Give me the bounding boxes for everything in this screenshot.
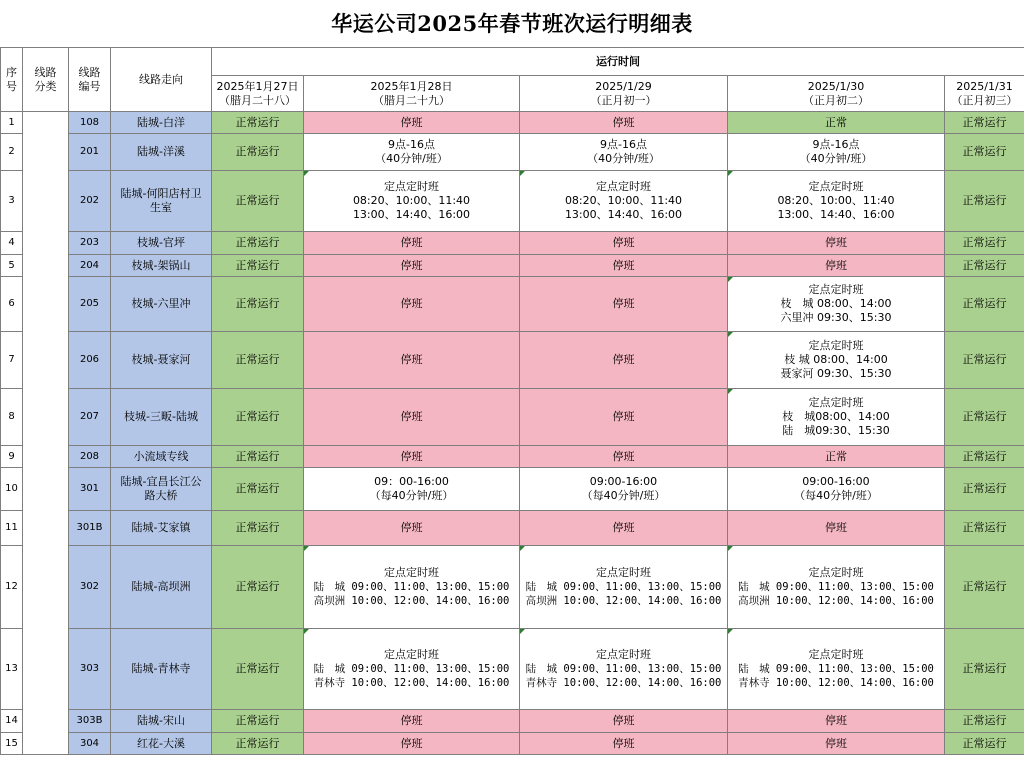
- line-number-cell: 301B: [69, 511, 111, 546]
- schedule-cell-day-2: [304, 332, 520, 389]
- schedule-text: 停班: [400, 236, 423, 249]
- schedule-text: 停班: [825, 236, 847, 249]
- schedule-title: 定点定时班: [383, 566, 439, 579]
- schedule-text: 正常运行: [962, 194, 1007, 207]
- table-row: [1, 468, 1024, 511]
- schedule-title: 定点定时班: [595, 648, 651, 661]
- schedule-cell-day-3: [520, 710, 728, 733]
- seq-cell: 11: [1, 511, 23, 546]
- seq-cell: 7: [1, 332, 23, 389]
- schedule-text: 正常运行: [962, 145, 1007, 158]
- schedule-text: 正常: [825, 115, 847, 129]
- date-label: 2025/1/29: [595, 79, 652, 93]
- line-number-cell: 302: [69, 546, 111, 629]
- line-number-cell: 202: [69, 171, 111, 232]
- schedule-table: [0, 47, 1024, 755]
- schedule-text: 正常运行: [962, 258, 1007, 272]
- table-row: [1, 629, 1024, 710]
- seq-cell: 10: [1, 468, 23, 511]
- header-date-5: [945, 76, 1024, 112]
- schedule-cell-day-4: [728, 134, 945, 171]
- seq-cell: 5: [1, 255, 23, 277]
- route-cell: 陆城-艾家镇: [111, 511, 212, 546]
- schedule-cell-day-1: [212, 134, 304, 171]
- schedule-text: 正常运行: [235, 736, 280, 750]
- table-row: [1, 332, 1024, 389]
- schedule-cell-day-1: [212, 511, 304, 546]
- schedule-text: 正常运行: [235, 482, 280, 495]
- category-cell: [23, 112, 69, 755]
- schedule-text: 9点-16点 （40分钟/班）: [587, 138, 660, 165]
- table-row: [1, 134, 1024, 171]
- route-cell: 红花-大溪: [111, 733, 212, 755]
- schedule-cell-day-1: [212, 171, 304, 232]
- schedule-cell-day-1: [212, 546, 304, 629]
- seq-cell: 9: [1, 446, 23, 468]
- line-number-cell: 204: [69, 255, 111, 277]
- route-cell: 陆城-宜昌长江公 路大桥: [111, 468, 212, 511]
- schedule-text: 正常运行: [235, 115, 280, 129]
- schedule-cell-day-4: [728, 255, 945, 277]
- seq-cell: 6: [1, 277, 23, 332]
- schedule-text: 正常运行: [962, 714, 1007, 727]
- schedule-cell-day-1: [212, 629, 304, 710]
- schedule-text: [738, 566, 934, 608]
- schedule-cell-day-5: [945, 332, 1024, 389]
- schedule-text: 定点定时班 枝 城 08:00、14:00 聂家河 09:30、15:30: [780, 339, 892, 380]
- schedule-cell-day-3: [520, 112, 728, 134]
- table-row: [1, 255, 1024, 277]
- schedule-text: 09：00-16:00 （每40分钟/班）: [369, 475, 454, 502]
- schedule-text: 正常运行: [235, 580, 280, 593]
- schedule-text: 停班: [612, 449, 635, 463]
- header-line-no: 线路 编号: [69, 48, 111, 112]
- schedule-text: 定点定时班 枝 城 08:00、14:00 六里冲 09:30、15:30: [780, 283, 892, 324]
- route-cell: 小流域专线: [111, 446, 212, 468]
- table-row: [1, 446, 1024, 468]
- schedule-cell-day-2: [304, 171, 520, 232]
- schedule-cell-day-1: [212, 468, 304, 511]
- seq-cell: 2: [1, 134, 23, 171]
- schedule-cell-day-3: [520, 446, 728, 468]
- schedule-text: 停班: [400, 410, 423, 423]
- schedule-cell-day-4: [728, 511, 945, 546]
- schedule-cell-day-1: [212, 733, 304, 755]
- lunar-label: （腊月二十八）: [219, 93, 296, 107]
- schedule-text: 正常运行: [235, 662, 280, 675]
- schedule-text: 定点定时班 枝 城08:00、14:00 陆 城09:30、15:30: [782, 396, 890, 437]
- lunar-label: （正月初三）: [951, 93, 1018, 107]
- schedule-text: 正常: [825, 449, 847, 463]
- schedule-cell-day-5: [945, 255, 1024, 277]
- schedule-cell-day-2: [304, 446, 520, 468]
- schedule-line: 青林寺 10:00、12:00、14:00、16:00: [313, 677, 510, 689]
- schedule-text: 停班: [612, 236, 635, 249]
- schedule-cell-day-5: [945, 468, 1024, 511]
- schedule-text: 停班: [612, 115, 635, 129]
- schedule-text: 正常运行: [235, 714, 280, 727]
- schedule-cell-day-3: [520, 389, 728, 446]
- schedule-text: [526, 566, 722, 608]
- schedule-text: 09:00-16:00 （每40分钟/班）: [581, 475, 666, 502]
- schedule-text: 正常运行: [962, 580, 1007, 593]
- schedule-cell-day-4: [728, 171, 945, 232]
- schedule-title: 定点定时班: [808, 566, 864, 579]
- schedule-text: 正常运行: [962, 449, 1007, 463]
- table-row: [1, 112, 1024, 134]
- schedule-cell-day-2: [304, 710, 520, 733]
- schedule-text: 正常运行: [235, 145, 280, 158]
- schedule-cell-day-5: [945, 629, 1024, 710]
- schedule-cell-day-5: [945, 733, 1024, 755]
- date-label: 2025年1月28日: [370, 79, 453, 93]
- schedule-text: 09:00-16:00 （每40分钟/班）: [794, 475, 878, 502]
- schedule-cell-day-2: [304, 546, 520, 629]
- seq-cell: 12: [1, 546, 23, 629]
- schedule-cell-day-2: [304, 511, 520, 546]
- schedule-text: 9点-16点 （40分钟/班）: [799, 138, 873, 165]
- schedule-text: 停班: [825, 736, 847, 750]
- seq-cell: 15: [1, 733, 23, 755]
- route-cell: 枝城-官坪: [111, 232, 212, 255]
- schedule-text: 正常运行: [962, 297, 1007, 310]
- schedule-text: 正常运行: [962, 736, 1007, 750]
- schedule-cell-day-4: [728, 332, 945, 389]
- table-row: [1, 171, 1024, 232]
- seq-cell: 14: [1, 710, 23, 733]
- schedule-text: 停班: [825, 714, 847, 727]
- schedule-cell-day-4: [728, 446, 945, 468]
- schedule-text: 停班: [825, 258, 847, 272]
- line-number-cell: 203: [69, 232, 111, 255]
- schedule-title: 定点定时班: [808, 648, 864, 661]
- schedule-cell-day-2: [304, 255, 520, 277]
- schedule-title: 定点定时班: [383, 648, 439, 661]
- header-date-3: [520, 76, 728, 112]
- header-route: 线路走向: [111, 48, 212, 112]
- schedule-cell-day-5: [945, 710, 1024, 733]
- schedule-text: 停班: [400, 714, 423, 727]
- schedule-cell-day-3: [520, 546, 728, 629]
- line-number-cell: 303: [69, 629, 111, 710]
- schedule-cell-day-2: [304, 733, 520, 755]
- schedule-cell-day-4: [728, 277, 945, 332]
- seq-cell: 4: [1, 232, 23, 255]
- route-cell: 枝城-架锅山: [111, 255, 212, 277]
- line-number-cell: 304: [69, 733, 111, 755]
- lunar-label: （正月初二）: [803, 93, 869, 107]
- schedule-text: 正常运行: [962, 115, 1007, 129]
- line-number-cell: 208: [69, 446, 111, 468]
- schedule-text: 正常运行: [235, 194, 280, 207]
- route-cell: 陆城-白洋: [111, 112, 212, 134]
- schedule-text: 定点定时班 08:20、10:00、11:40 13:00、14:40、16:00: [352, 180, 471, 221]
- line-number-cell: 205: [69, 277, 111, 332]
- schedule-text: 停班: [612, 714, 635, 727]
- table-row: [1, 546, 1024, 629]
- schedule-line: 陆 城 09:00、11:00、13:00、15:00: [525, 663, 722, 675]
- line-number-cell: 201: [69, 134, 111, 171]
- date-label: 2025/1/30: [807, 79, 865, 93]
- schedule-text: 正常运行: [962, 521, 1007, 534]
- table-row: [1, 232, 1024, 255]
- schedule-line: 高坝洲 10:00、12:00、14:00、16:00: [738, 595, 934, 607]
- route-cell: 陆城-洋溪: [111, 134, 212, 171]
- route-cell: 陆城-高坝洲: [111, 546, 212, 629]
- schedule-cell-day-3: [520, 468, 728, 511]
- schedule-cell-day-1: [212, 255, 304, 277]
- schedule-cell-day-5: [945, 134, 1024, 171]
- schedule-cell-day-4: [728, 389, 945, 446]
- schedule-cell-day-4: [728, 232, 945, 255]
- schedule-cell-day-1: [212, 332, 304, 389]
- date-label: 2025/1/31: [956, 79, 1013, 93]
- date-label: 2025年1月27日: [216, 79, 299, 93]
- schedule-cell-day-4: [728, 546, 945, 629]
- route-cell: 陆城-何阳店村卫 生室: [111, 171, 212, 232]
- schedule-cell-day-5: [945, 389, 1024, 446]
- schedule-text: 停班: [400, 297, 423, 310]
- schedule-cell-day-3: [520, 171, 728, 232]
- schedule-text: 停班: [400, 521, 423, 534]
- schedule-cell-day-2: [304, 112, 520, 134]
- schedule-text: 正常运行: [235, 449, 280, 463]
- schedule-text: 停班: [612, 258, 635, 272]
- header-date-1: [212, 76, 304, 112]
- header-date-4: [728, 76, 945, 112]
- schedule-text: 正常运行: [235, 258, 280, 272]
- schedule-cell-day-5: [945, 171, 1024, 232]
- schedule-text: 停班: [612, 353, 635, 366]
- schedule-cell-day-5: [945, 112, 1024, 134]
- schedule-text: 停班: [400, 353, 423, 366]
- route-cell: 陆城-宋山: [111, 710, 212, 733]
- route-cell: 枝城-聂家河: [111, 332, 212, 389]
- line-number-cell: 207: [69, 389, 111, 446]
- schedule-cell-day-2: [304, 468, 520, 511]
- schedule-cell-day-1: [212, 112, 304, 134]
- table-row: [1, 733, 1024, 755]
- schedule-cell-day-4: [728, 733, 945, 755]
- line-number-cell: 206: [69, 332, 111, 389]
- seq-cell: 3: [1, 171, 23, 232]
- schedule-cell-day-4: [728, 710, 945, 733]
- schedule-cell-day-3: [520, 733, 728, 755]
- schedule-text: 正常运行: [235, 297, 280, 310]
- schedule-line: 陆 城 09:00、11:00、13:00、15:00: [738, 663, 934, 675]
- schedule-text: 定点定时班 08:20、10:00、11:40 13:00、14:40、16:00: [777, 180, 895, 221]
- schedule-cell-day-4: [728, 112, 945, 134]
- schedule-line: 高坝洲 10:00、12:00、14:00、16:00: [525, 595, 722, 607]
- schedule-text: 正常运行: [962, 482, 1007, 495]
- schedule-text: 正常运行: [962, 236, 1007, 249]
- schedule-text: 正常运行: [235, 236, 280, 249]
- schedule-text: 停班: [400, 736, 423, 750]
- schedule-line: 陆 城 09:00、11:00、13:00、15:00: [525, 581, 722, 593]
- seq-cell: 8: [1, 389, 23, 446]
- schedule-text: 正常运行: [235, 353, 280, 366]
- schedule-line: 青林寺 10:00、12:00、14:00、16:00: [738, 677, 934, 689]
- schedule-cell-day-3: [520, 277, 728, 332]
- header-date-2: [304, 76, 520, 112]
- schedule-text: [526, 648, 722, 690]
- page-title: 华运公司2025年春节班次运行明细表: [331, 11, 693, 36]
- schedule-cell-day-3: [520, 134, 728, 171]
- schedule-line: 陆 城 09:00、11:00、13:00、15:00: [313, 663, 510, 675]
- schedule-cell-day-2: [304, 389, 520, 446]
- schedule-cell-day-2: [304, 629, 520, 710]
- schedule-text: 9点-16点 （40分钟/班）: [375, 138, 448, 165]
- schedule-cell-day-2: [304, 232, 520, 255]
- schedule-text: 停班: [825, 521, 847, 534]
- table-row: [1, 511, 1024, 546]
- header-category: 线路 分类: [23, 48, 69, 112]
- seq-cell: 13: [1, 629, 23, 710]
- route-cell: 陆城-青林寺: [111, 629, 212, 710]
- schedule-cell-day-5: [945, 446, 1024, 468]
- line-number-cell: 108: [69, 112, 111, 134]
- schedule-text: 停班: [400, 449, 423, 463]
- schedule-title: 定点定时班: [595, 566, 651, 579]
- table-row: [1, 277, 1024, 332]
- schedule-cell-day-1: [212, 389, 304, 446]
- schedule-cell-day-1: [212, 446, 304, 468]
- table-row: [1, 389, 1024, 446]
- schedule-text: [314, 566, 510, 608]
- schedule-text: 定点定时班 08:20、10:00、11:40 13:00、14:40、16:00: [564, 180, 683, 221]
- schedule-cell-day-4: [728, 468, 945, 511]
- schedule-text: 正常运行: [235, 410, 280, 423]
- seq-cell: 1: [1, 112, 23, 134]
- line-number-cell: 303B: [69, 710, 111, 733]
- schedule-cell-day-5: [945, 546, 1024, 629]
- lunar-label: （正月初一）: [590, 93, 657, 107]
- schedule-line: 高坝洲 10:00、12:00、14:00、16:00: [313, 595, 510, 607]
- schedule-text: 停班: [400, 115, 423, 129]
- schedule-cell-day-2: [304, 277, 520, 332]
- table-row: [1, 710, 1024, 733]
- schedule-text: 停班: [612, 736, 635, 750]
- schedule-cell-day-1: [212, 710, 304, 733]
- route-cell: 枝城-三畈-陆城: [111, 389, 212, 446]
- schedule-cell-day-1: [212, 277, 304, 332]
- schedule-text: 停班: [612, 521, 635, 534]
- schedule-text: 停班: [612, 297, 635, 310]
- schedule-cell-day-3: [520, 255, 728, 277]
- schedule-text: 正常运行: [962, 353, 1007, 366]
- schedule-cell-day-5: [945, 232, 1024, 255]
- schedule-line: 青林寺 10:00、12:00、14:00、16:00: [525, 677, 722, 689]
- schedule-cell-day-2: [304, 134, 520, 171]
- schedule-cell-day-3: [520, 629, 728, 710]
- schedule-cell-day-3: [520, 511, 728, 546]
- schedule-text: 停班: [400, 258, 423, 272]
- schedule-line: 陆 城 09:00、11:00、13:00、15:00: [738, 581, 934, 593]
- schedule-cell-day-5: [945, 277, 1024, 332]
- schedule-line: 陆 城 09:00、11:00、13:00、15:00: [313, 581, 510, 593]
- schedule-cell-day-3: [520, 332, 728, 389]
- schedule-text: 停班: [612, 410, 635, 423]
- schedule-cell-day-5: [945, 511, 1024, 546]
- schedule-cell-day-4: [728, 629, 945, 710]
- header-seq: 序 号: [1, 48, 23, 112]
- line-number-cell: 301: [69, 468, 111, 511]
- schedule-cell-day-1: [212, 232, 304, 255]
- schedule-text: [314, 648, 510, 690]
- lunar-label: （腊月二十九）: [373, 93, 450, 107]
- schedule-text: 正常运行: [962, 662, 1007, 675]
- header-time-group: 运行时间: [212, 48, 1024, 76]
- schedule-text: 正常运行: [962, 410, 1007, 423]
- route-cell: 枝城-六里冲: [111, 277, 212, 332]
- schedule-cell-day-3: [520, 232, 728, 255]
- schedule-text: 正常运行: [235, 521, 280, 534]
- schedule-text: [738, 648, 934, 690]
